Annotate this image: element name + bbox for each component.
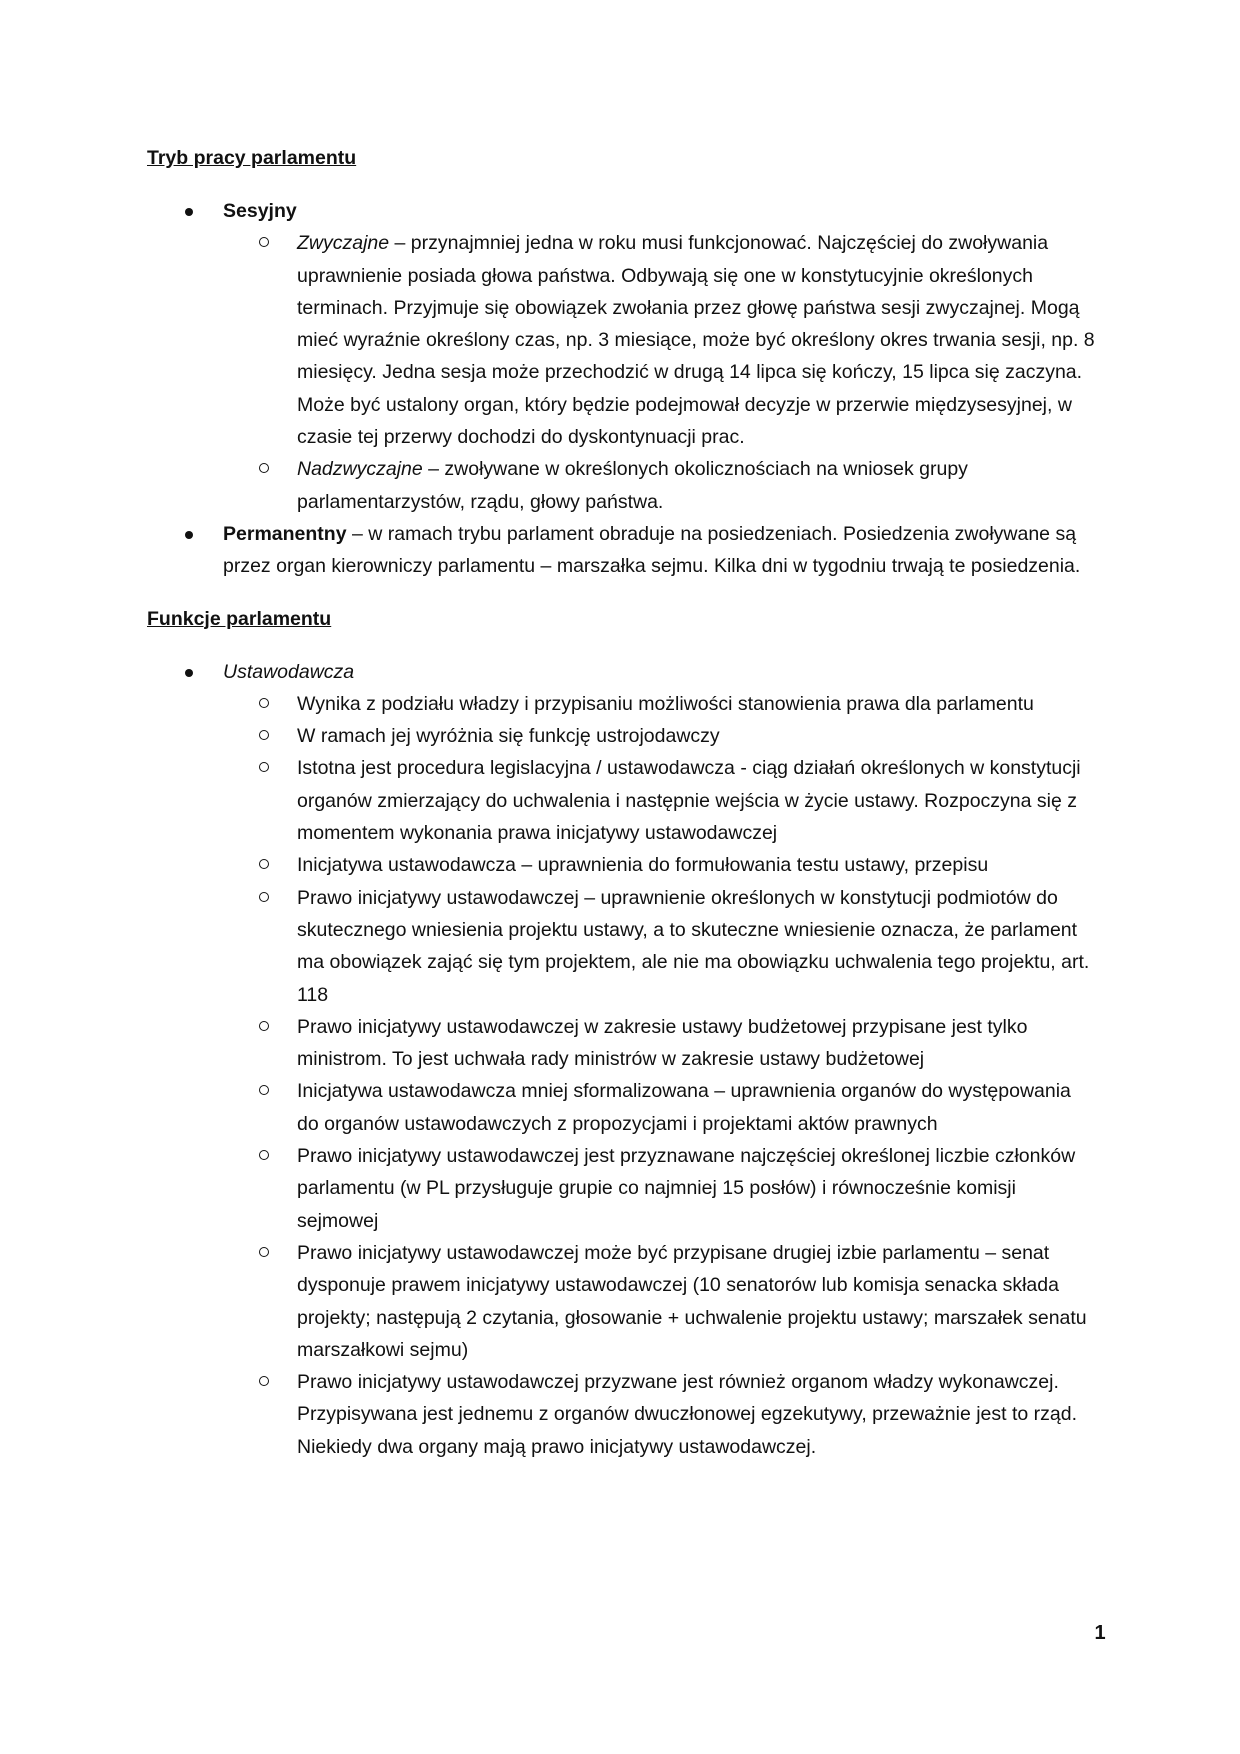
sublist-item <box>223 849 1097 881</box>
item-text: W ramach jej wyróżnia się funkcję ustrojodawczy <box>297 725 720 748</box>
section1-list <box>147 195 1097 583</box>
circle-bullet-icon <box>259 762 269 772</box>
sublist-sesyjny <box>223 227 1097 518</box>
sublist-item-zwyczajne <box>223 227 1097 453</box>
item-text: – w ramach trybu parlament obraduje na posiedzeniach. Posiedzenia zwoływane są przez organ kierowniczy parlamentu – marszałka sejmu. Kilka dni w tygodniu trwają te posiedzenia. <box>223 522 1081 578</box>
circle-bullet-icon <box>259 1085 269 1095</box>
item-text: Prawo inicjatywy ustawodawczej w zakresie ustawy budżetowej przypisane jest tylko ministrom. To jest uchwała rady ministrów w zakresie ustawy budżetowej <box>297 1015 1028 1071</box>
item-text: – przynajmniej jedna w roku musi funkcjonować. Najczęściej do zwoływania uprawnienie posiada głowa państwa. Odbywają się one w konstytucyjnie określonych terminach. Przyjmuje się obowiązek zwołania przez głowę państwa sesji zwyczajnej. Mogą mieć wyraźnie określony czas, np. 3 miesiące, może być określony okres trwania sesji, np. 8 miesięcy. Jedna sesja może przechodzić w drugą 14 lipca się kończy, 15 lipca się zaczyna. Może być ustalony organ, który będzie podejmował decyzje w przerwie międzysesyjnej, w czasie tej przerwy dochodzi do dyskontynuacji prac. <box>297 232 1095 449</box>
sublist-item-nadzwyczajne <box>223 453 1097 518</box>
item-label: Permanentny <box>223 522 347 545</box>
circle-bullet-icon <box>259 463 269 473</box>
sublist-item <box>223 882 1097 1011</box>
list-item-permanentny <box>147 518 1097 583</box>
circle-bullet-icon <box>259 237 269 247</box>
item-text: Prawo inicjatywy ustawodawczej jest przyznawane najczęściej określonej liczbie członków parlamentu (w PL przysługuje grupie co najmniej 15 posłów) i równocześnie komisji sejmowej <box>297 1145 1076 1232</box>
circle-bullet-icon <box>259 698 269 708</box>
circle-bullet-icon <box>259 1150 269 1160</box>
item-label: Ustawodawcza <box>223 660 355 683</box>
bullet-icon <box>185 208 193 216</box>
circle-bullet-icon <box>259 1021 269 1031</box>
circle-bullet-icon <box>259 1247 269 1257</box>
circle-bullet-icon <box>259 859 269 869</box>
sublist-ustawodawcza <box>223 688 1097 1463</box>
sublist-item <box>223 1366 1097 1463</box>
item-text: – zwoływane w określonych okolicznościach na wniosek grupy parlamentarzystów, rządu, głowy państwa. <box>297 458 968 513</box>
item-text: Inicjatywa ustawodawcza mniej sformalizowana – uprawnienia organów do występowania do organów ustawodawczych z propozycjami i projektami aktów prawnych <box>297 1080 1071 1135</box>
circle-bullet-icon <box>259 1376 269 1386</box>
document-content <box>147 142 1097 1463</box>
item-text: Inicjatywa ustawodawcza – uprawnienia do formułowania testu ustawy, przepisu <box>297 854 989 877</box>
list-item-ustawodawcza <box>147 656 1097 1463</box>
list-item-sesyjny <box>147 195 1097 518</box>
item-text: Istotna jest procedura legislacyjna / ustawodawcza - ciąg działań określonych w konstytucji organów zmierzający do uchwalenia i następnie wejścia w życie ustawy. Rozpoczyna się z momentem wykonania prawa inicjatywy ustawodawczej <box>297 757 1081 845</box>
sublist-item <box>223 752 1097 849</box>
circle-bullet-icon <box>259 730 269 740</box>
item-text: Prawo inicjatywy ustawodawczej przyzwane jest również organom władzy wykonawczej. Przypisywana jest jednemu z organów dwuczłonowej egzekutywy, przeważnie jest to rząd. Niekiedy dwa organy mają prawo inicjatywy ustawodawczej. <box>297 1371 1078 1458</box>
circle-bullet-icon <box>259 892 269 902</box>
item-text: Prawo inicjatywy ustawodawczej – uprawnienie określonych w konstytucji podmiotów do skutecznego wniesienia projektu ustawy, a to skuteczne wniesienie oznacza, że parlament ma obowiązek zająć się tym projektem, ale nie ma obowiązku uchwalenia tego projektu, art. 118 <box>297 886 1090 1006</box>
sublist-item <box>223 1140 1097 1237</box>
item-term: Nadzwyczajne <box>297 458 423 481</box>
item-text: Prawo inicjatywy ustawodawczej może być przypisane drugiej izbie parlamentu – senat dysponuje prawem inicjatywy ustawodawczej (10 senatorów lub komisja senacka składa projekty; następują 2 czytania, głosowanie + uchwalenie projektu ustawy; marszałek senatu marszałkowi sejmu) <box>297 1241 1087 1361</box>
item-text: Wynika z podziału władzy i przypisaniu możliwości stanowienia prawa dla parlamentu <box>297 692 1034 715</box>
item-term: Zwyczajne <box>297 232 390 255</box>
section2-list <box>147 656 1097 1463</box>
page-number: 1 <box>1094 1622 1106 1644</box>
section-heading-tryb-pracy: Tryb pracy parlamentu <box>147 147 357 169</box>
sublist-item <box>223 720 1097 752</box>
sublist-item <box>223 1075 1097 1140</box>
bullet-icon <box>185 531 193 539</box>
sublist-item <box>223 1237 1097 1366</box>
section-heading-funkcje: Funkcje parlamentu <box>147 607 332 630</box>
item-label: Sesyjny <box>223 200 297 222</box>
sublist-item <box>223 688 1097 720</box>
sublist-item <box>223 1011 1097 1076</box>
bullet-icon <box>185 669 193 677</box>
